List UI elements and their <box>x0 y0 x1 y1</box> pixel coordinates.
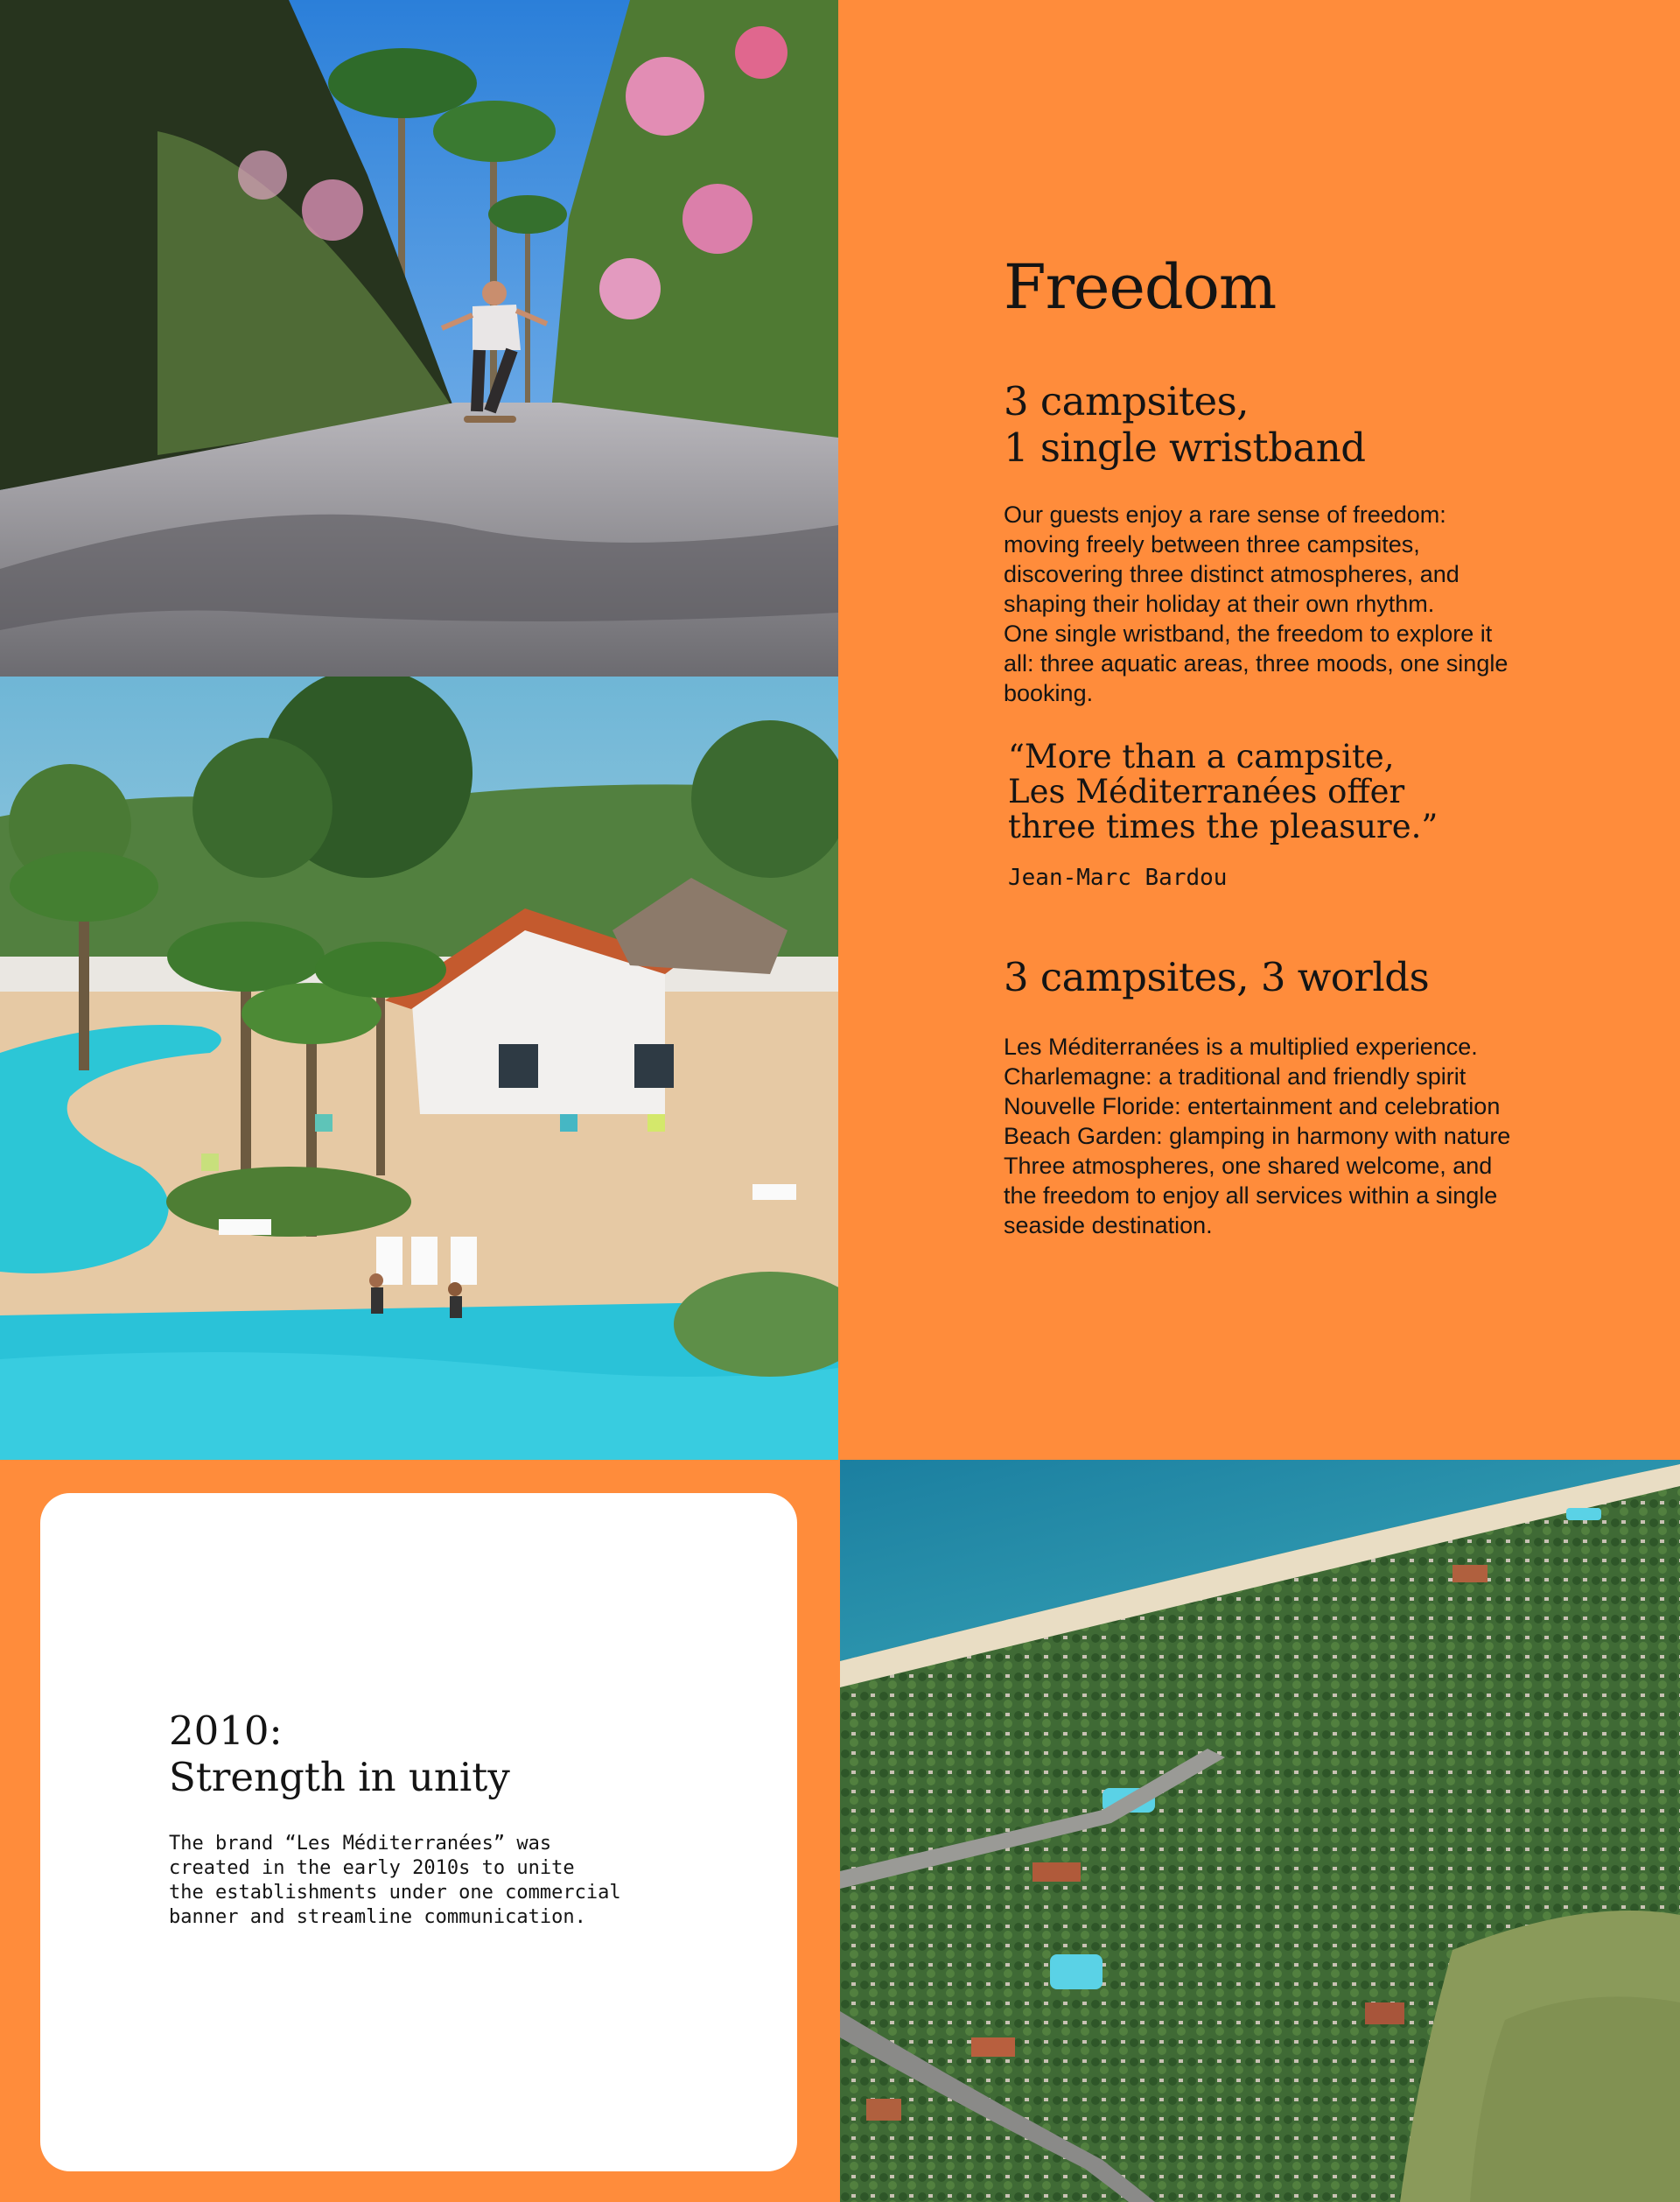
aerial-coast-photo <box>840 1460 1680 2202</box>
history-title: 2010: Strength in unity <box>169 1708 510 1800</box>
history-card <box>40 1493 797 2171</box>
subtitle-wristband: 3 campsites, 1 single wristband <box>1004 378 1366 471</box>
section-title: Freedom <box>1004 251 1277 323</box>
pool-area-illustration <box>0 677 838 1460</box>
aerial-coast-illustration <box>840 1460 1680 2202</box>
skateboard-lane-photo <box>0 0 838 677</box>
worlds-paragraph: Les Méditerranées is a multiplied experience. Charlemagne: a traditional and friendly spirit Nouvelle Floride: entertainment and celebration Beach Garden: glamping in harmony with nature Three atmospheres, one shared welcome, and the freedom to enjoy all services within a single seaside destination. <box>1004 1034 1511 1238</box>
freedom-paragraph: Our guests enjoy a rare sense of freedom: moving freely between three campsites, discovering three distinct atmospheres, and shaping their holiday at their own rhythm. One single wristband, the freedom to explore it all: three aquatic areas, three moods, one single booking. <box>1004 501 1508 706</box>
quote-author: Jean-Marc Bardou <box>1008 865 1228 891</box>
pull-quote: “More than a campsite, Les Méditerranées offer three times the pleasure.” <box>1008 738 1438 845</box>
history-body: The brand “Les Méditerranées” was created in the early 2010s to unite the establishments under one commercial banner and streamline communication. <box>169 1833 621 1928</box>
subtitle-worlds: 3 campsites, 3 worlds <box>1004 954 1430 1000</box>
pool-area-photo <box>0 677 838 1460</box>
skateboard-lane-illustration <box>0 0 838 677</box>
